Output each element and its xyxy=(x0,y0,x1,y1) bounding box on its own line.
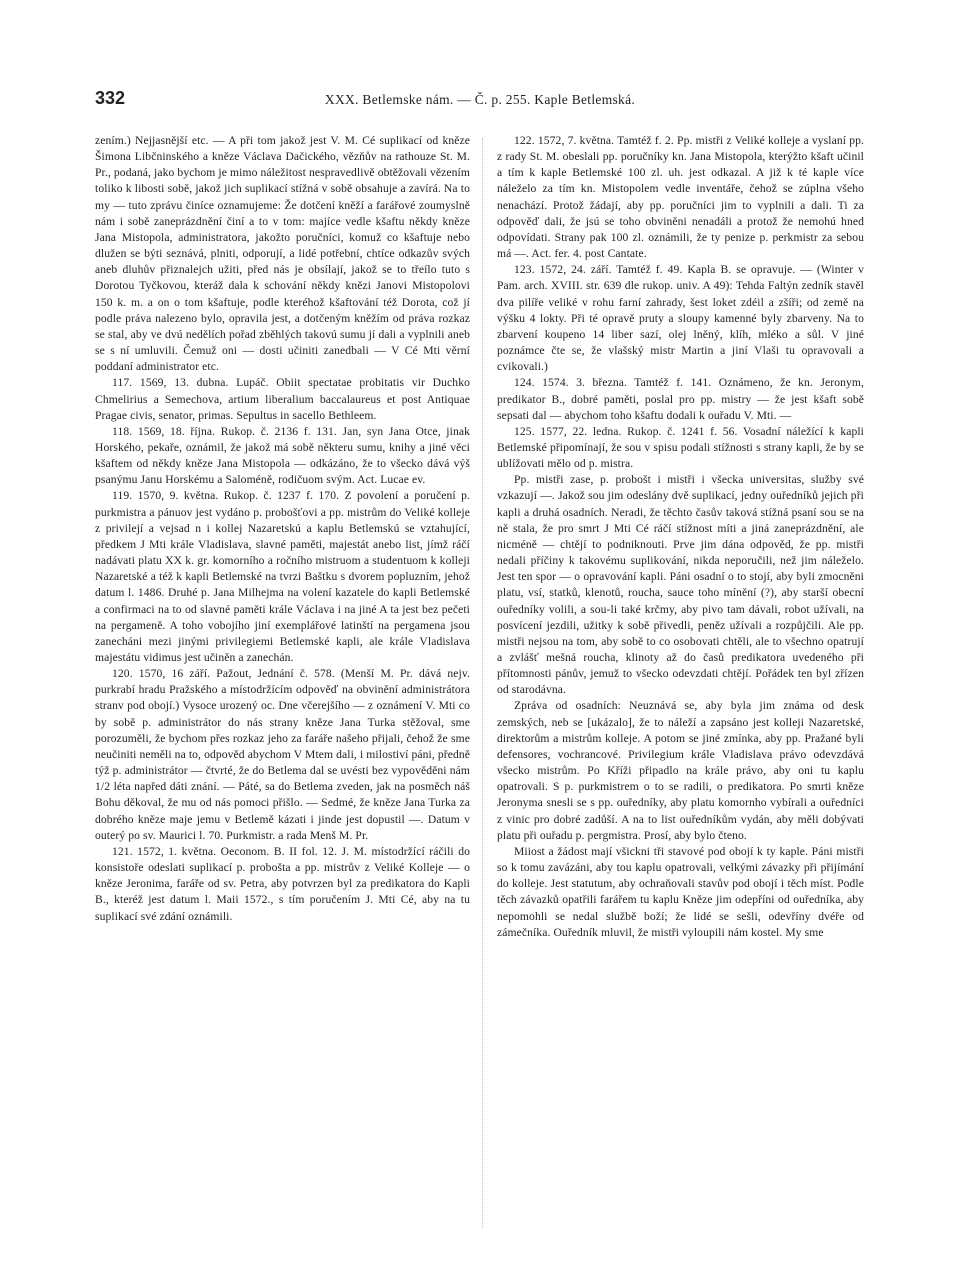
paragraph: zením.) Nejjasnější etc. — A při tom jakož jest V. M. Cé suplikací od kněze Šimona Libčninského a kněze Václava Dačického, vězňův na rathouze St. M. Pr., podaná, jako bychom je mimo náležitost nespravedlivě obtěžovali vězením toliko k libosti sobě, jakož jich suplikací stížná v sobě obsahuje a zavírá. Na to my — tuto zprávu činíce oznamujeme: Že dotčení kněží a farářové zoumyslně nám i sobě zaneprázdnění činí a to v tom: majíce vedle kšaftu někdy kněze Jana Mistopola, administratora, jakožto poručníci, komuž co kšaftuje nebo dlužen se býti seznává, plniti, odporují, a lidé potřební, chtíce odkazův svých aneb dluhův přiznalejch užiti, před nás je obsílají, jakož se to třeílo tuto s Dorotou Tyčkovou, kteráž dala k schování někdy knězi Janovi Mistopolovi 150 k. m. a on o tom kšaftuje, podle kteréhož kšaftování též Dorota, což jí podle práva nalezeno bylo, opravila jest, a dotčeným kněžím od práva rozkaz se stal, aby ve dvú nedělích pořad zběhlých takovú sumu jí dali a vyplnili aneb se s ní umluvili. Čemuž oni — dosti učiniti zanedbali — V Cé Mti věrní poddaní administrator etc. xyxy=(95,134,470,374)
paragraph: 125. 1577, 22. ledna. Rukop. č. 1241 f. 56. Vosadní náležící k kapli Betlemské připomínají, že sou v spisu podali stížnosti s strany kapli, že by se ublížovati mělo od p. mistra. xyxy=(497,424,864,471)
paragraph: 119. 1570, 9. května. Rukop. č. 1237 f. 170. Z povolení a poručení p. purkmistra a pánuov jest vydáno p. probošťovi a pp. mistrům do Veliké kolleje z privilejí a vejsad n i kollej Nazaretskú a kaplu Betlemskú se vztahující, předkem J Mti krále Vladislava, slavné paměti, majestát anebo list, jímž ráčí nadávati platu XX k. gr. komorního a ročního mistruom a studentuom k kolleji Nazaretské a též k kapli Betlemské na tvrzi Baštku s dvorem popluzním, jehož datum l. 1486. Druhé p. Jana Milhejma na volení kazatele do kapli Betlemské a confirmaci na to od slavné paměti krále Václava i na jiné A ta jest bez pečeti na pergameně. A toho vobojího jiní exemplářové latinští na pergamena jsou zanecháni mezi jinými privilegiemi Betlemské kapli, ale krále Vladislava majestátu vidimus jest učiněn a zanechán. xyxy=(95,489,470,664)
left-column xyxy=(95,133,470,925)
paragraph: 124. 1574. 3. března. Tamtéž f. 141. Oznámeno, že kn. Jeronym, predikator B., dobré paměti, poslal pro pp. mistry — že jest kšaft sobě sepsati dal — abychom toho kšaftu dodali k ouřadu V. Mti. — xyxy=(497,376,864,422)
paragraph: 120. 1570, 16 září. Pažout, Jednání č. 578. (Menší M. Pr. dává nejv. purkrabí hradu Pražského a místodržícím odpověď na obvinění administrátora stranv pod obojí.) Vysoce urozený oc. Dne včerejšího — z oznámení V. Mti co by sobě p. administrátor do nás strany kněze Jana Turka stěžoval, sme porozuměli, že bychom přes rozkaz jeho za faráře našeho přijali, čehož že sme neučiniti neměli na to, odpověd abychom V Mtem dali, i milostiví páni, předně týž p. administrátor — čtvrté, že do Betlema dal se uvésti bez vypověděni nám 1/2 léta napřed dáti znání. — Páté, sa do Betlema zveden, jak na posměch náš Bohu děkoval, že mu od nás pomoci přišlo. — Sedmé, že kněze Jana Turka za dobrého kněze maje jemu v Betlemě kázati i jinde jest dopustil —. Datum v outerý po sv. Maurici l. 70. Purkmistr. a rada Menš M. Pr. xyxy=(95,667,470,842)
right-column xyxy=(497,133,864,941)
paragraph: 122. 1572, 7. května. Tamtéž f. 2. Pp. mistři z Veliké kolleje a vyslaní pp. z rady St. M. obeslali pp. poručníky kn. Jana Mistopola, kterýžto kšaft učinil a tím k kaple Betlemské 100 zl. uh. jest odkazal. A již k té kaple více náleželo za tím kn. Mistopolem vedle inventáře, čehož se zúplna všeho nenachází. Protož žádají, aby pp. poručníci jim to vyplnili a dali. Ti za odpověď dali, že jsú se toho obviněni nenadáli a protož že nemohú hned odpovídati. Strany pak 100 zl. oznámili, že ty penize p. perkmistr za sebou má —. Act. fer. 4. post Cantate. xyxy=(497,134,864,261)
paragraph: 123. 1572, 24. září. Tamtéž f. 49. Kapla B. se opravuje. — (Winter v Pam. arch. XVIII. str. 639 dle rukop. univ. A 49): Tehda Faltýn zedník stavěl dva pilíře veliké v rohu farní zahrady, šest loket zdéil a zšíři; od země na výšku 4 lokty. Při té opravě pruty a sloupy kamenné byly zbarveny. Na to zbarvení koupeno 14 liber sazí, olej lněný, klíh, mléko a sůl. V jiné poznámce čte se, že vlašský mistr Martin a jiní Vlaši tu opravovali a cvikovali.) xyxy=(497,263,864,374)
paragraph: 117. 1569, 13. dubna. Lupáč. Obiit spectatae probitatis vir Duchko Chmelirius a Semechova, artium liberalium baccalaureus et post Antiquae Pragae civis, senator, primas. Sepultus in sacello Bethleem. xyxy=(95,376,470,422)
paragraph: Zpráva od osadních: Neuznává se, aby byla jim známa od desk zemských, neb se [ukázalo], že to náleží a zapsáno jest kolleji Nazaretské, direktorům a mistrům kolleje. A potom se jiné zmínka, aby pp. Pražané byli defensores, vochrancové. Privilegium krále Vladislava právo odevzdává všecko mistrům. Po Kříži připadlo na krále právo, aby oni tu kaplu opatrovali. S p. purkmistrem o to se radili, o predikatora. Po smrti kněze Jeronyma snesli se s pp. ouředníky, aby platu komornho vybírali a ouředníci z vinic pro dobré zadůší. A na to list ouředníkům vydán, aby měli dobývati platu při ouřadu p. pergmistra. Prosí, aby bylo čteno. xyxy=(497,699,864,842)
paragraph: Pp. mistři zase, p. probošt i mistři i všecka universitas, služby své vzkazují —. Jakož sou jim odeslány dvě suplikací, jedny ouředníků jejich při kapli a druhá osadních. Neradi, že těchto časův taková stížná psaní sou se na ně stala, že pro smrt J Mti Cé ráčí stížnost míti a jiná zaneprázdnění, ale nicméně — chtějí to podniknouti. Prve jim dána odpověd, že pp. mistři nedali příčiny k takovému suplikování, nikda neporučili, než jim náleželo. Jest ten spor — o opravování kapli. Páni osadní o to stojí, aby byli zmocněni platu, vsí, statků, klenotů, roucha, sauce toho mínění (?), aby starší obecní ouředníky volili, a sou-li také krčmy, aby pivo tam dávali, robot užívali, na posvícení jezdili, užitky k sobě přivedli, peněz užívali a rozpůjčili. Ale pp. mistři nejsou na tom, aby sobě to co osobovati chtěli, ale to všechno opatrují a zvlášť mešná roucha, klinoty až do časů predikatora uvedeného při přítomnosti pánův, jemuž to všecko odevzdati chtějí. Pořádek ten byl zřízen od starodávna. xyxy=(497,473,864,697)
page-header xyxy=(95,88,865,118)
column-divider xyxy=(482,138,483,1228)
paragraph: Miiost a žádost mají všickni tři stavové pod obojí k ty kaple. Páni mistři so k tomu zavázáni, aby tou kaplu opatrovali, velkými závazky při přijímání do kolleje. Jest statutum, aby ochraňovali stavův pod obojí i těch míst. Podle těch závazků opatřili farářem tu kaplu Kněze jim odepříni od ouředníka, aby nepomohli se nedal službě boží; že lidé se sešli, odevříny dvéře od zámečníka. Ouředník mluvil, že mistři vyloupili nám kostel. My sme xyxy=(497,844,864,939)
paragraph: 118. 1569, 18. října. Rukop. č. 2136 f. 131. Jan, syn Jana Otce, jinak Horského, pekaře, oznámil, že jakož má sobě některu sumu, knihy a jiné věci kšaftem od někdy kněze Jana Mistopola — odkázáno, že to všecko dává výš psanýmu Janu Horskému a Saloméně, rodičuom svým. Act. Lucae ev. xyxy=(95,424,470,487)
running-title: XXX. Betlemske nám. — Č. p. 255. Kaple Betlemská. xyxy=(324,92,636,107)
page-number: 332 xyxy=(95,88,126,108)
paragraph: 121. 1572, 1. května. Oeconom. B. II fol. 12. J. M. místodržící ráčili do konsistoře odeslati suplikací p. probošta a pp. mistrův z Veliké Kolleje — o kněze Jeronima, faráře od sv. Petra, aby potvrzen byl za predikatora do Kapli B., kteréž jest datum l. Maii 1572., s tím poručením J. Mti Cé, aby na tu suplikací své zdání oznámili. xyxy=(95,844,470,923)
